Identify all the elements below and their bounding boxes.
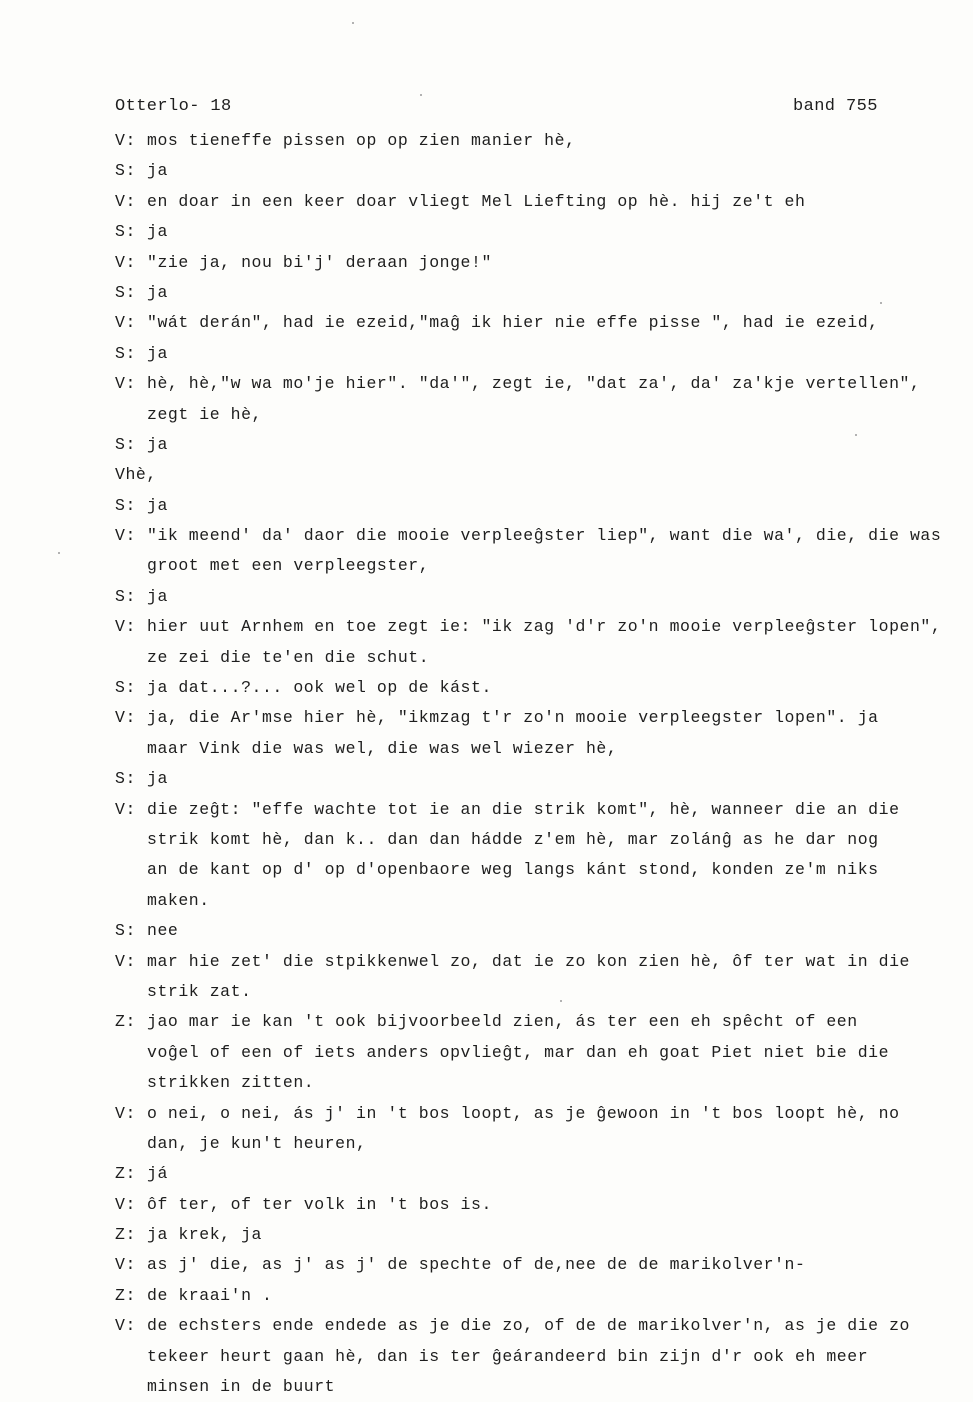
utterance: "zie ja, nou bi'j' deraan jonge!" [147,252,492,272]
transcript-line-continuation [115,855,955,885]
speaker-label: V: [115,1103,136,1123]
transcript-line [115,582,955,612]
speaker-label: S: [115,921,136,941]
header-tape-number: band 755 [793,97,878,116]
paper-speck [58,552,60,554]
speaker-label: S: [115,434,136,454]
transcript-line-continuation [115,825,955,855]
utterance: ja [147,282,168,302]
paper-speck [855,434,857,436]
speaker-label: S: [115,495,136,515]
utterance: ja dat...?... ook wel op de kást. [147,678,492,698]
speaker-label: S: [115,222,136,242]
utterance: ja [147,161,168,181]
transcript-line-continuation [115,734,955,764]
transcript-line [115,947,955,977]
transcript-line [115,1281,955,1311]
utterance: die zeĝt: "effe wachte tot ie an die strik komt", hè, wanneer die an die [147,799,900,819]
utterance: strik komt hè, dan k.. dan dan hádde z'em hè, mar zolánĝ as he dar nog [147,829,879,849]
utterance: ja [147,769,168,789]
speaker-label: V: [115,708,136,728]
speaker-label: V: [115,252,136,272]
transcript-line [115,795,955,825]
speaker-label: Z: [115,1285,136,1305]
paper-speck [880,302,882,304]
transcript-line [115,248,955,278]
utterance: mar hie zet' die stpikkenwel zo, dat ie zo kon zien hè, ôf ter wat in die [147,951,910,971]
transcript-line [115,673,955,703]
speaker-label: V: [115,799,136,819]
speaker-label: S: [115,586,136,606]
utterance: "ik meend' da' daor die mooie verpleeĝster liep", want die wa', die, die was [147,526,942,546]
utterance: minsen in de buurt [147,1377,336,1397]
utterance: de echsters ende endede as je die zo, of de de marikolver'n, as je die zo [147,1316,910,1336]
utterance: ja [147,586,168,606]
speaker-label: S: [115,678,136,698]
utterance: nee [147,921,179,941]
transcript-line [115,1007,955,1037]
utterance: ja [147,343,168,363]
utterance: maken. [147,890,210,910]
transcript-line-continuation [115,1129,955,1159]
utterance: maar Vink die was wel, die was wel wiezer hè, [147,738,618,758]
speaker-label: V: [115,1316,136,1336]
transcript-line [115,369,955,399]
utterance: jao mar ie kan 't ook bijvoorbeeld zien, ás ter een eh spêcht of een [147,1012,858,1032]
transcript-body [115,126,955,1402]
utterance: já [147,1164,168,1184]
speaker-label: V: [115,131,136,150]
utterance: ze zei die te'en die schut. [147,647,430,667]
transcript-line-continuation [115,886,955,916]
speaker-label: V: [115,617,136,637]
transcript-line [115,278,955,308]
utterance: dan, je kun't heuren, [147,1133,367,1153]
utterance: "wát derán", had ie ezeid,"maĝ ik hier nie effe pisse ", had ie ezeid, [147,313,879,333]
transcript-line-continuation [115,977,955,1007]
speaker-label: S: [115,161,136,181]
speaker-label: V: [115,1255,136,1275]
utterance: ja [147,495,168,515]
transcript-line [115,1220,955,1250]
speaker-label: Z: [115,1012,136,1032]
transcript-line-continuation [115,1068,955,1098]
transcript-line [115,764,955,794]
speaker-label: Z: [115,1225,136,1245]
transcript-line [115,521,955,551]
utterance: voĝel of een of iets anders opvlieĝt, mar dan eh goat Piet niet bie die [147,1042,890,1062]
utterance: hier uut Arnhem en toe zegt ie: "ik zag 'd'r zo'n mooie verpleeĝster lopen", [147,617,942,637]
utterance: strik zat. [147,981,252,1001]
transcript-line-continuation [115,400,955,430]
transcript-line [115,187,955,217]
utterance: tekeer heurt gaan hè, dan is ter ĝeárandeerd bin zijn d'r ook eh meer [147,1346,869,1366]
transcript-line [115,308,955,338]
speaker-label: V: [115,951,136,971]
utterance: ôf ter, of ter volk in 't bos is. [147,1194,492,1214]
utterance: ja [147,222,168,242]
utterance: ja [147,434,168,454]
transcript-line [115,430,955,460]
speaker-label: S: [115,282,136,302]
transcript-line [115,612,955,642]
speaker-label: V: [115,313,136,333]
transcript-line-continuation [115,1038,955,1068]
speaker-label: S: [115,343,136,363]
utterance: hè, hè,"w wa mo'je hier". "da'", zegt ie, "dat za', da' za'kje vertellen", [147,374,921,394]
speaker-label: S: [115,769,136,789]
speaker-label: V: [115,374,136,394]
header-location: Otterlo- 18 [115,97,232,116]
transcript-line-continuation [115,551,955,581]
utterance: zegt ie hè, [147,404,262,424]
speaker-label: V: [115,1194,136,1214]
utterance: strikken zitten. [147,1073,315,1093]
transcript-line [115,1250,955,1280]
utterance: as j' die, as j' as j' de spechte of de,nee de de marikolver'n- [147,1255,806,1275]
speaker-label: Z: [115,1164,136,1184]
transcript-line [115,1311,955,1341]
utterance: o nei, o nei, ás j' in 't bos loopt, as je ĝewoon in 't bos loopt hè, no [147,1103,900,1123]
paper-speck [420,94,422,96]
transcript-line-continuation [115,1372,955,1402]
transcript-line [115,156,955,186]
transcript-line [115,1099,955,1129]
paper-speck [560,1000,562,1002]
transcript-line [115,1159,955,1189]
utterance: ja krek, ja [147,1225,262,1245]
transcript-line [115,703,955,733]
utterance: Vhè, [115,465,157,485]
paper-speck [352,22,354,24]
utterance: an de kant op d' op d'openbaore weg langs kánt stond, konden ze'm niks [147,860,879,880]
speaker-label: V: [115,191,136,211]
transcript-line [115,126,955,156]
transcript-line-continuation [115,643,955,673]
utterance: ja, die Ar'mse hier hè, "ikmzag t'r zo'n mooie verpleegster lopen". ja [147,708,879,728]
speaker-label: V: [115,526,136,546]
utterance: en doar in een keer doar vliegt Mel Liefting op hè. hij ze't eh [147,191,806,211]
utterance: mos tieneffe pissen op op zien manier hè, [147,131,576,150]
transcript-line [115,491,955,521]
transcript-line [115,217,955,247]
utterance: groot met een verpleegster, [147,556,430,576]
transcript-line [115,339,955,369]
transcript-line [115,916,955,946]
transcript-line [115,1190,955,1220]
transcript-line-continuation [115,1342,955,1372]
utterance: de kraai'n . [147,1285,273,1305]
transcript-line [115,460,955,490]
